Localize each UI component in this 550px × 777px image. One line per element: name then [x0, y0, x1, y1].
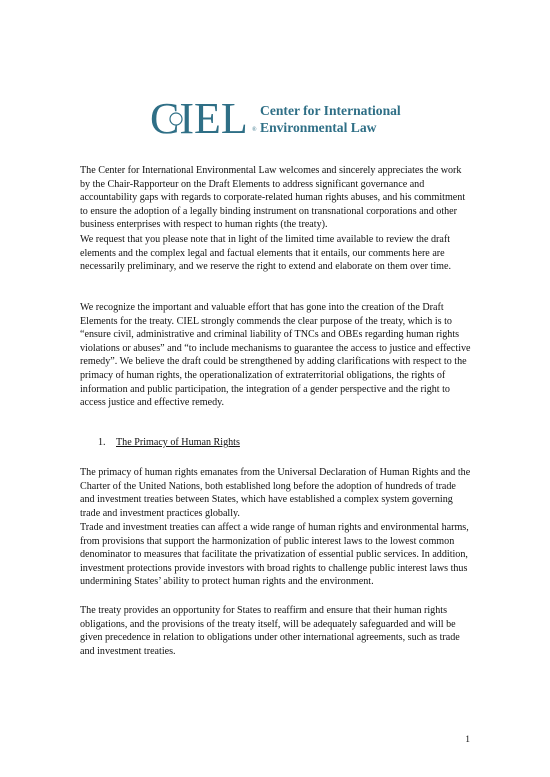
page-number: 1	[465, 735, 470, 745]
paragraph-note: We request that you please note that in light of the limited time available to review the draft elements and the complex legal and factual elements that it entails, our comments here are necessarily preliminary, and we reserve the right to extend and elaborate on them over time.	[80, 234, 451, 273]
paragraph-primacy: The primacy of human rights emanates from the Universal Declaration of Human Rights and the Charter of the United Nations, both established long before the adoption of hundreds of trade and investment treaties between States, which have established a complex system governing trade and investment practices globally.	[80, 467, 471, 519]
organization-name-line1: Center for International	[260, 103, 401, 118]
paragraph-intro: The Center for International Environmental Law welcomes and sincerely appreciates the work by the Chair-Rapporteur on the Draft Elements to address significant governance and accountability gaps with regards to corporate-related human rights abuses, and his commitment to ensure the adoption of a legally binding instrument on transnational corporations and other business enterprises with respect to human rights (the treaty).	[80, 165, 466, 231]
organization-name	[260, 102, 401, 136]
ciel-logo-mark	[150, 93, 255, 143]
paragraph-trade-investment: Trade and investment treaties can affect a wide range of human rights and environmental harms, from provisions that support the harmonization of public interest laws to the lowest common denominator to measures that facilitate the privatization of essential public services. In addition, investment protections provide investors with broad rights to challenge public interest laws thus undermining States’ ability to protect human rights and the environment.	[80, 522, 469, 588]
ciel-logo-letters: CIEL	[150, 94, 248, 143]
section-number: 1.	[98, 437, 106, 448]
section-title: The Primacy of Human Rights	[116, 437, 240, 448]
registered-mark: ®	[252, 127, 257, 133]
paragraph-treaty-opportunity: The treaty provides an opportunity for States to reaffirm and ensure that their human rights obligations, and the provisions of the treaty itself, will be adequately safeguarded and will be given precedence in relation to obligations under other international agreements, such as trade and investment treaties.	[80, 605, 460, 657]
ciel-logo	[150, 93, 410, 143]
paragraph-recognition: We recognize the important and valuable effort that has gone into the creation of the Draft Elements for the treaty. CIEL strongly commends the clear purpose of the treaty, which is to “ensure civil, administrative and criminal liability of TNCs and OBEs regarding human rights violations or abuses” and “to include mechanisms to guarantee the access to justice and effective remedy”. We believe the draft could be strengthened by adding clarifications with respect to the primacy of human rights, the operationalization of extraterritorial obligations, the rights of information and public participation, the integration of a gender perspective and the right to access justice and effective remedy.	[80, 302, 471, 409]
section-heading	[98, 436, 240, 450]
organization-name-line2: Environmental Law	[260, 120, 377, 135]
